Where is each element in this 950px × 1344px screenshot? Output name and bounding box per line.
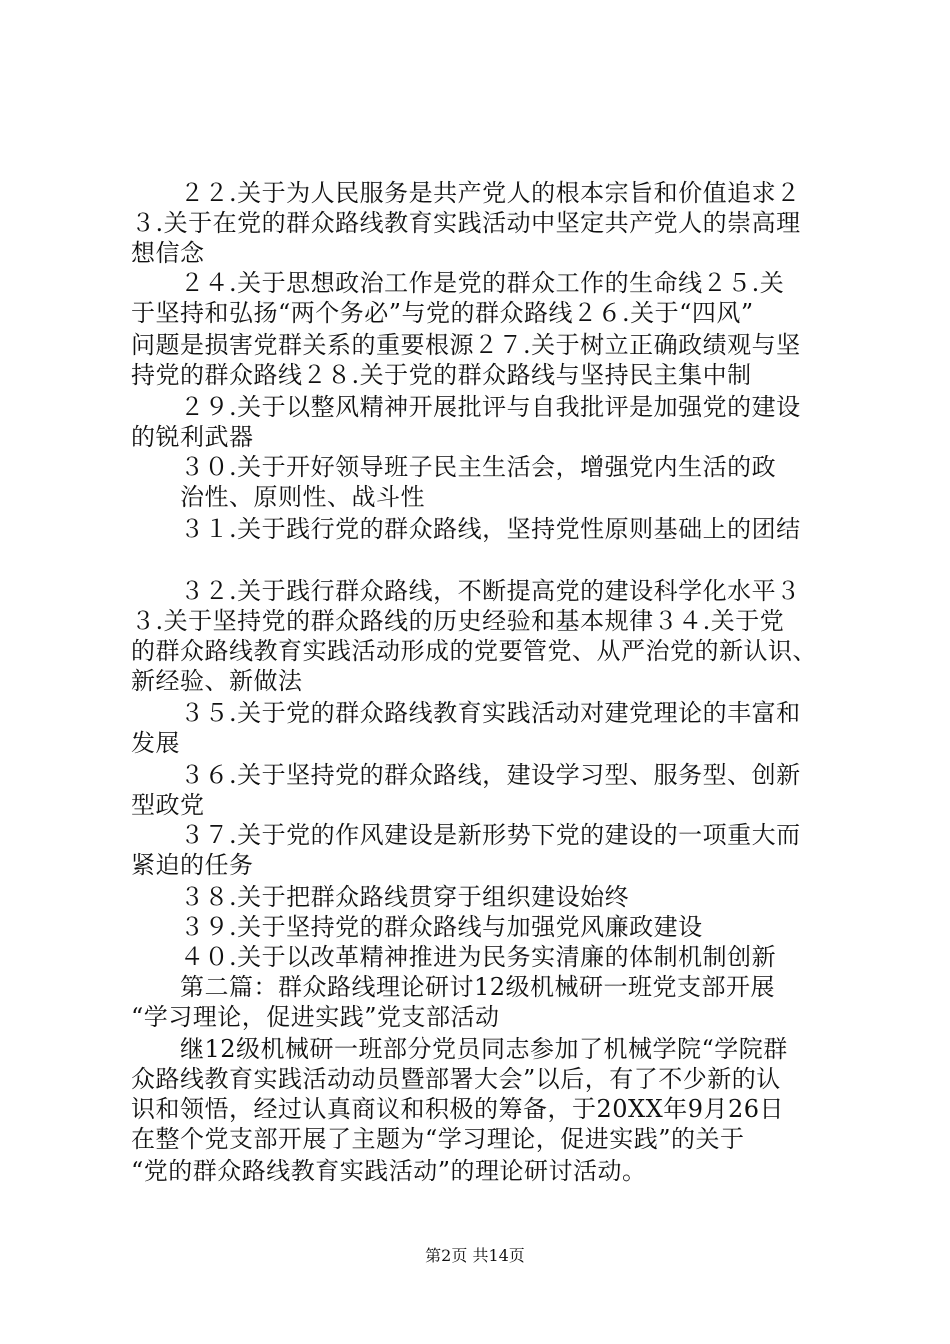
text-line: 问题是损害党群关系的重要根源２７.关于树立正确政绩观与坚 (131, 331, 801, 359)
page-footer: 第2页 共14页 (425, 1246, 525, 1265)
text-line: ３７.关于党的作风建设是新形势下党的建设的一项重大而 (131, 821, 801, 849)
text-line: 继12级机械研一班部分党员同志参加了机械学院“学院群 (131, 1035, 788, 1063)
text-line: 的群众路线教育实践活动形成的党要管党、从严治党的新认识、 (131, 637, 817, 665)
text-line: 治性、原则性、战斗性 (131, 483, 425, 511)
text-line: ３８.关于把群众路线贯穿于组织建设始终 (131, 883, 630, 911)
text-line: ３２.关于践行群众路线，不断提高党的建设科学化水平３ (131, 577, 801, 605)
text-line: ３１.关于践行党的群众路线，坚持党性原则基础上的团结 (131, 515, 801, 543)
text-line: ３.关于坚持党的群众路线的历史经验和基本规律３４.关于党 (131, 607, 785, 635)
text-line: ３６.关于坚持党的群众路线，建设学习型、服务型、创新 (131, 761, 801, 789)
text-line: ４０.关于以改革精神推进为民务实清廉的体制机制创新 (131, 943, 777, 971)
text-line: 想信念 (131, 239, 205, 267)
text-line: ２９.关于以整风精神开展批评与自我批评是加强党的建设 (131, 393, 801, 421)
text-line: 型政党 (131, 791, 205, 819)
text-line: 紧迫的任务 (131, 851, 254, 879)
text-line: 新经验、新做法 (131, 667, 303, 695)
section-heading: “学习理论，促进实践”党支部活动 (131, 1003, 500, 1031)
text-line: 众路线教育实践活动动员暨部署大会”以后，有了不少新的认 (131, 1065, 781, 1093)
text-line: ２２.关于为人民服务是共产党人的根本宗旨和价值追求２ (131, 179, 801, 207)
text-line: 持党的群众路线２８.关于党的群众路线与坚持民主集中制 (131, 361, 752, 389)
text-line: 识和领悟，经过认真商议和积极的筹备，于20XX年9月26日 (131, 1095, 785, 1123)
text-line: ３９.关于坚持党的群众路线与加强党风廉政建设 (131, 913, 703, 941)
text-line: ３０.关于开好领导班子民主生活会，增强党内生活的政 (131, 453, 777, 481)
text-line: 的锐利武器 (131, 423, 254, 451)
text-line: ２４.关于思想政治工作是党的群众工作的生命线２５.关 (131, 269, 785, 297)
text-line: ３５.关于党的群众路线教育实践活动对建党理论的丰富和 (131, 699, 801, 727)
text-line: 在整个党支部开展了主题为“学习理论，促进实践”的关于 (131, 1125, 745, 1153)
text-line: 于坚持和弘扬“两个务必”与党的群众路线２６.关于“四风” (131, 299, 754, 327)
text-line: ３.关于在党的群众路线教育实践活动中坚定共产党人的崇高理 (131, 209, 801, 237)
text-line: “党的群众路线教育实践活动”的理论研讨活动。 (131, 1157, 647, 1185)
section-heading: 第二篇：群众路线理论研讨12级机械研一班党支部开展 (131, 973, 776, 1001)
text-line: 发展 (131, 729, 180, 757)
